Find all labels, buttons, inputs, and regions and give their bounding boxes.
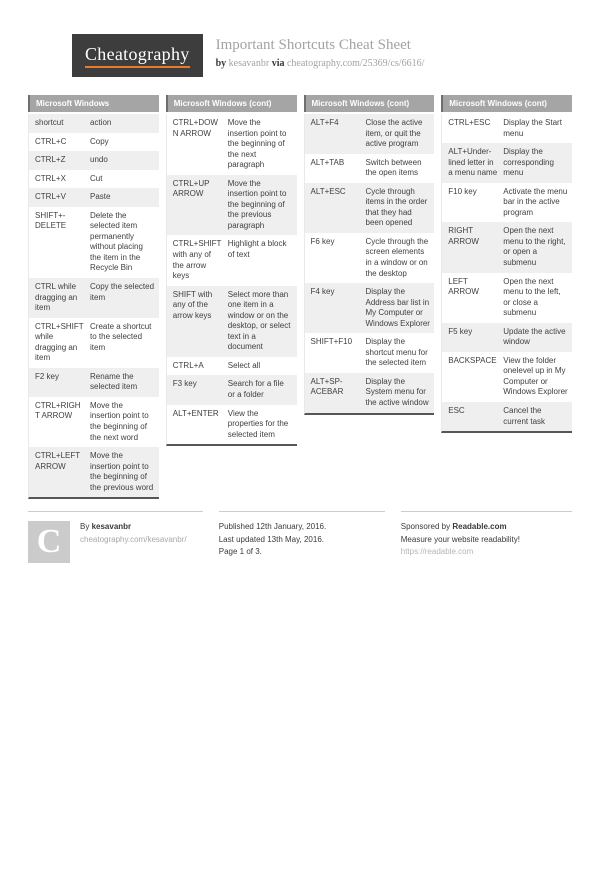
shortcut-key-cell: CTRL+ESC [448, 118, 491, 127]
sponsor-line [401, 521, 572, 533]
sponsor-tagline: Measure your website readability! [400, 534, 520, 544]
table-row [29, 318, 159, 368]
footer-by-label: By [80, 522, 90, 532]
sponsor-prefix: Sponsored by [400, 522, 451, 532]
shortcut-key-cell: F10 key [448, 186, 477, 196]
shortcut-key-cell: CTRL+UP ARROW [172, 178, 210, 199]
action-cell: Select all [227, 360, 261, 370]
table-row [29, 151, 159, 170]
action-cell: Move the insertion point to the beginning of the previous word [90, 451, 154, 492]
shortcut-key-cell: ALT+Under-lined letter in a menu name [448, 147, 498, 178]
byline-by-label: by [215, 58, 227, 69]
section-header: Microsoft Windows (cont) [304, 95, 435, 112]
shortcut-key-cell: shortcut [35, 118, 64, 127]
action-cell: Switch between the open items [365, 157, 422, 178]
action-cell: Highlight a block of text [227, 239, 287, 260]
action-cell: Cycle through the screen elements in a window or on the desktop [365, 236, 429, 278]
shortcut-table [304, 114, 435, 415]
section-header: Microsoft Windows [28, 95, 159, 112]
action-cell: Display the shortcut menu for the selected item [365, 337, 428, 368]
shortcut-key-cell: CTRL+LEFT ARROW [35, 451, 80, 471]
shortcut-key-cell: CTRL+C [35, 136, 67, 146]
footer-author-line [80, 521, 187, 533]
shortcut-table [28, 114, 159, 499]
table-row [305, 283, 435, 333]
table-row [442, 352, 572, 402]
updated-date: Last updated 13th May, 2016. [218, 534, 324, 544]
table-row [29, 368, 159, 397]
table-row [167, 114, 297, 175]
shortcut-columns [28, 95, 572, 499]
shortcut-key-cell: RIGHT ARROW [448, 226, 479, 246]
shortcut-key-cell: ALT+F4 [310, 118, 339, 127]
action-cell: Move the insertion point to the beginning of the previous paragraph [227, 178, 287, 230]
footer-author-text [80, 521, 187, 563]
footer-author-profile-link[interactable]: cheatography.com/kesavanbr/ [80, 534, 187, 544]
shortcut-table [441, 114, 572, 433]
table-row [29, 188, 159, 207]
table-row [305, 154, 435, 183]
shortcut-key-cell: F5 key [448, 326, 473, 336]
action-cell: View the properties for the selected item [227, 408, 289, 439]
table-row [442, 273, 572, 323]
table-row [442, 114, 572, 143]
footer-author-name: kesavanbr [91, 522, 132, 532]
table-row [167, 175, 297, 236]
action-cell: Move the insertion point to the beginning of the next paragraph [227, 118, 287, 170]
shortcut-column [166, 95, 297, 446]
table-row [29, 170, 159, 189]
table-row [305, 114, 435, 154]
page-header [72, 34, 572, 77]
action-cell: action [90, 118, 112, 127]
cheat-sheet-page [0, 34, 600, 883]
table-row [305, 233, 435, 283]
cheatography-logo-text: Cheatography [85, 44, 190, 68]
published-date: Published 12th January, 2016. [218, 522, 327, 532]
table-row [29, 278, 159, 318]
action-cell: Display the System menu for the active window [365, 376, 429, 408]
shortcut-key-cell: F6 key [310, 236, 335, 246]
shortcut-key-cell: ALT+SP-ACEBAR [310, 376, 344, 397]
table-row [305, 183, 435, 233]
action-cell: Create a shortcut to the selected item [90, 321, 152, 352]
table-row [167, 286, 297, 357]
sheet-url-link[interactable]: cheatography.com/25369/cs/6616/ [286, 58, 425, 69]
shortcut-key-cell: ALT+TAB [310, 157, 345, 167]
table-row [442, 183, 572, 223]
author-link[interactable]: kesavanbr [228, 58, 270, 69]
shortcut-key-cell: ESC [448, 406, 465, 416]
section-header: Microsoft Windows (cont) [166, 95, 297, 112]
cheatography-c-badge [28, 521, 70, 563]
action-cell: undo [90, 155, 108, 165]
table-row [167, 235, 297, 285]
footer-sponsor-section [401, 511, 572, 563]
table-row [29, 447, 159, 497]
shortcut-column [304, 95, 435, 415]
c-badge-letter: C [36, 523, 62, 561]
table-row [442, 143, 572, 183]
action-cell: Display the Address bar list in My Computer or Windows Explorer [365, 287, 430, 328]
page-title: Important Shortcuts Cheat Sheet [215, 37, 411, 53]
shortcut-key-cell: LEFT ARROW [448, 276, 479, 297]
shortcut-key-cell: CTRL+A [172, 360, 204, 370]
footer-author-section [28, 511, 203, 563]
table-row [305, 373, 435, 413]
shortcut-key-cell: CTRL+SHIFT while dragging an item [35, 321, 84, 363]
action-cell: Activate the menu bar in the active program [503, 186, 568, 217]
action-cell: Update the active window [503, 326, 566, 347]
table-row [167, 405, 297, 445]
shortcut-key-cell: CTRL+RIGHT ARROW [35, 400, 81, 421]
shortcut-key-cell: CTRL+X [35, 173, 66, 183]
action-cell: Paste [90, 192, 111, 202]
action-cell: Display the Start menu [503, 118, 562, 138]
shortcut-key-cell: F4 key [310, 287, 335, 297]
action-cell: Cycle through items in the order that they had been opened [365, 186, 428, 228]
shortcut-key-cell: F2 key [35, 371, 60, 381]
action-cell: Cut [90, 173, 103, 183]
table-row [29, 397, 159, 447]
shortcut-table [166, 114, 297, 446]
byline-via-label: via [271, 58, 285, 69]
table-row [442, 323, 572, 352]
table-row [29, 114, 159, 133]
table-row [29, 133, 159, 152]
action-cell: View the folder onelevel up in My Computer or Windows Explorer [503, 355, 568, 397]
sponsor-name: Readable.com [452, 522, 507, 532]
action-cell: Copy the selected item [90, 282, 155, 302]
action-cell: Move the insertion point to the beginning of the next word [90, 400, 149, 442]
shortcut-key-cell: SHIFT+F10 [310, 337, 353, 347]
shortcut-key-cell: F3 key [172, 379, 197, 389]
table-row [305, 333, 435, 373]
section-header: Microsoft Windows (cont) [441, 95, 572, 112]
action-cell: Close the active item, or quit the active program [365, 118, 423, 149]
action-cell: Delete the selected item permanently without placing the item in the Recycle Bin [90, 210, 143, 273]
shortcut-key-cell: CTRL+Z [35, 155, 66, 165]
shortcut-key-cell: SHIFT with any of the arrow keys [172, 289, 213, 320]
shortcut-key-cell: CTRL while dragging an item [35, 282, 78, 313]
action-cell: Display the corresponding menu [503, 147, 554, 178]
action-cell: Rename the selected item [90, 371, 138, 392]
action-cell: Select more than one item in a window or on the desktop, or select text in a document [227, 289, 291, 352]
shortcut-key-cell: CTRL+SHIFT with any of the arrow keys [172, 239, 222, 281]
page-footer [28, 511, 572, 563]
action-cell: Open the next menu to the right, or open a submenu [503, 226, 566, 268]
byline [216, 58, 425, 69]
table-row [442, 222, 572, 272]
shortcut-key-cell: CTRL+V [35, 192, 66, 202]
shortcut-key-cell: BACKSPACE [448, 355, 497, 365]
action-cell: Cancel the current task [503, 406, 546, 426]
shortcut-column [441, 95, 572, 433]
table-row [442, 402, 572, 431]
action-cell: Open the next menu to the left, or close a submenu [503, 276, 561, 318]
sponsor-url-link[interactable]: https://readable.com [400, 547, 474, 557]
action-cell: Copy [90, 136, 109, 146]
page-number: Page 1 of 3. [218, 547, 262, 557]
shortcut-key-cell: CTRL+DOWN ARROW [172, 118, 218, 138]
shortcut-key-cell: ALT+ENTER [172, 408, 219, 418]
cheatography-logo[interactable] [72, 34, 203, 77]
action-cell: Search for a file or a folder [227, 379, 284, 400]
shortcut-key-cell: ALT+ESC [310, 186, 346, 196]
title-block [216, 34, 425, 69]
table-row [167, 375, 297, 404]
shortcut-key-cell: SHIFT+-DELETE [35, 210, 67, 231]
table-row [29, 207, 159, 278]
footer-publish-section [219, 511, 385, 563]
shortcut-column [28, 95, 159, 499]
table-row [167, 357, 297, 376]
